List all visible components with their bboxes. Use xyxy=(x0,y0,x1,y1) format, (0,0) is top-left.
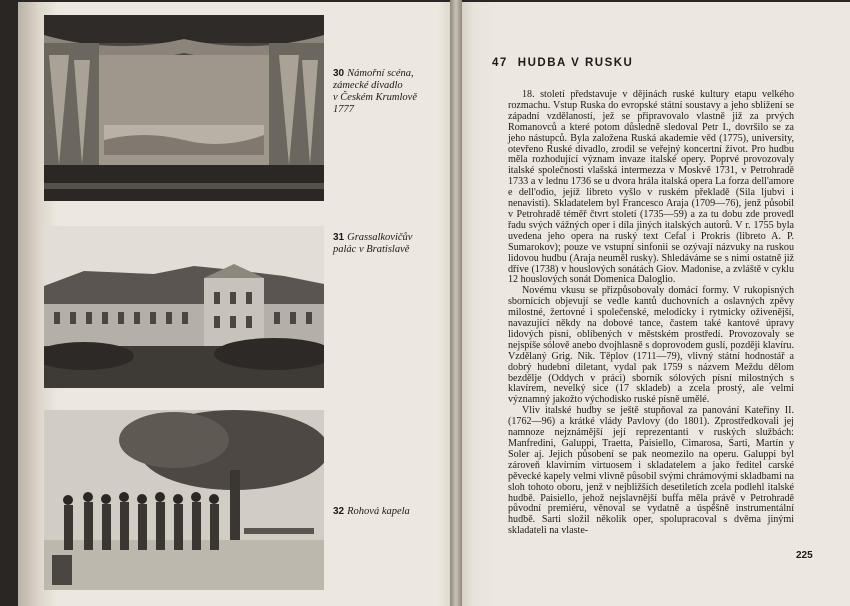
body-text xyxy=(508,90,794,537)
figure-number: 32 xyxy=(333,506,345,517)
figure-stage-scene-image xyxy=(44,15,324,201)
caption-line: palác v Bratislavě xyxy=(333,244,410,255)
chapter-heading xyxy=(492,57,633,69)
figure-palace-image xyxy=(44,226,324,388)
caption-line: zámecké divadlo xyxy=(333,80,403,91)
chapter-title: HUDBA V RUSKU xyxy=(517,57,634,69)
figure-horn-band-image xyxy=(44,410,324,590)
figure-number: 31 xyxy=(333,232,345,243)
caption-line: Námořní scéna, xyxy=(347,68,414,79)
caption-line: Grassalkovičův xyxy=(347,232,413,243)
page-number: 225 xyxy=(796,550,813,561)
figure-caption xyxy=(333,506,443,518)
book-spine xyxy=(450,0,462,606)
paragraph: Vliv italské hudby se ještě stupňoval za panování Kateřiny II. (1762—96) a krátké vlády Pavlovy (do 1801). Zprostředkovali jej namnoze nejznámější její reprezentanti v ruských službách: Manfredini, Galuppi, Traetta, Paisiello, Cimarosa, Sarti, Martín y Soler aj. Jejich působení se pak neomezilo na operu. Galuppi byl zároveň klavírním virtuosem i skladatelem a jako ředitel carské pěvecké kapely velmi vlivně působil svými chrámovými skladbami na sloh tohoto oboru, jenž v nejbližších desetiletích zcela podlehl italské hudbě. Paisiello, jehož nejslavnější buffa měla právě v Petrohradě původní premiéru, věnoval se vydatně a úspěšně instrumentální hudbě. Sarti složil několik oper, spolupracoval s dvěma jinými skladateli na vlaste- xyxy=(508,405,794,537)
chapter-number: 47 xyxy=(492,57,508,69)
caption-line: v Českém Krumlově xyxy=(333,92,417,103)
caption-line: 1777 xyxy=(333,104,354,115)
figure-caption xyxy=(333,232,443,256)
paragraph: Novému vkusu se přizpůsobovaly domácí formy. V rukopisných sbornících objevují se vedle kantů duchovních a oslavných zpěvy milostné, žertovné i společenské, melodicky i rytmicky oživenější, navazující někdy na dobové tance, častem také kantové úpravy lidových písní, oblíbených v městském prostředí. Provozovaly se nejspíše sólově anebo dvojhlasně s doprovodem guslí, později klavíru. Vzdělaný Grig. Nik. Těplov (1711—79), vlivný státní hodnostář a dobrý hudební diletant, vydal pak 1759 s názvem Meždu dělom bezdělje (Oddych v práci) sborník sólových písní milostných s klavírem, nevelký sice (17 skladeb) a zcela prostý, ale velmi významný jakožto východisko ruské písně umělé. xyxy=(508,285,794,406)
paragraph: 18. století představuje v dějinách ruské kultury etapu velkého rozmachu. Vstup Ruska do evropské státní soustavy a jeho sblížení se západní vzdělaností, jež se připravovalo vlastně již za prvých Romanovců a které potom důsledně sledoval Petr I., dovršilo se za jeho nástupců. Byla založena Ruská akademie věd (1775), university, otevřeno Ruské divadlo, zrodil se veřejný koncertní život. Pro hudbu měla rozhodující význam invaze italské opery. Poprvé provozovaly italské společnosti vlašská intermezza v Moskvě 1731, v Petrohradě 1733 a v lednu 1736 se u dvora hrála italská opera La forza dell'amore e dell'odio, jejíž libreto vyšlo v ruském překladě (Sila ljubvi i nenavisti). Skladatelem byl Francesco Araja (1709—76), jenž působil v Petrohradě téměř čtvrt století (1735—59) a za tu dobu zde provedl řadu svých vážných oper i díla jiných italských autorů. V r. 1755 byla uvedena jeho opera na ruský text Cefal i Prokris (libreto A. P. Sumarokov); pouze ve vstupní sinfonii se ozývají názvuky na ruskou lidovou hudbu (Araja neuměl rusky). Shledáváme se s nimi ostatně již dříve (1738) v houslových sonátách Giov. Madonise, a zvláště v cyklu 12 houslových sonát Domenica Dalogliо. xyxy=(508,89,794,286)
figure-caption xyxy=(333,68,443,116)
caption-line: Rohová kapela xyxy=(347,506,410,517)
figure-number: 30 xyxy=(333,68,345,79)
